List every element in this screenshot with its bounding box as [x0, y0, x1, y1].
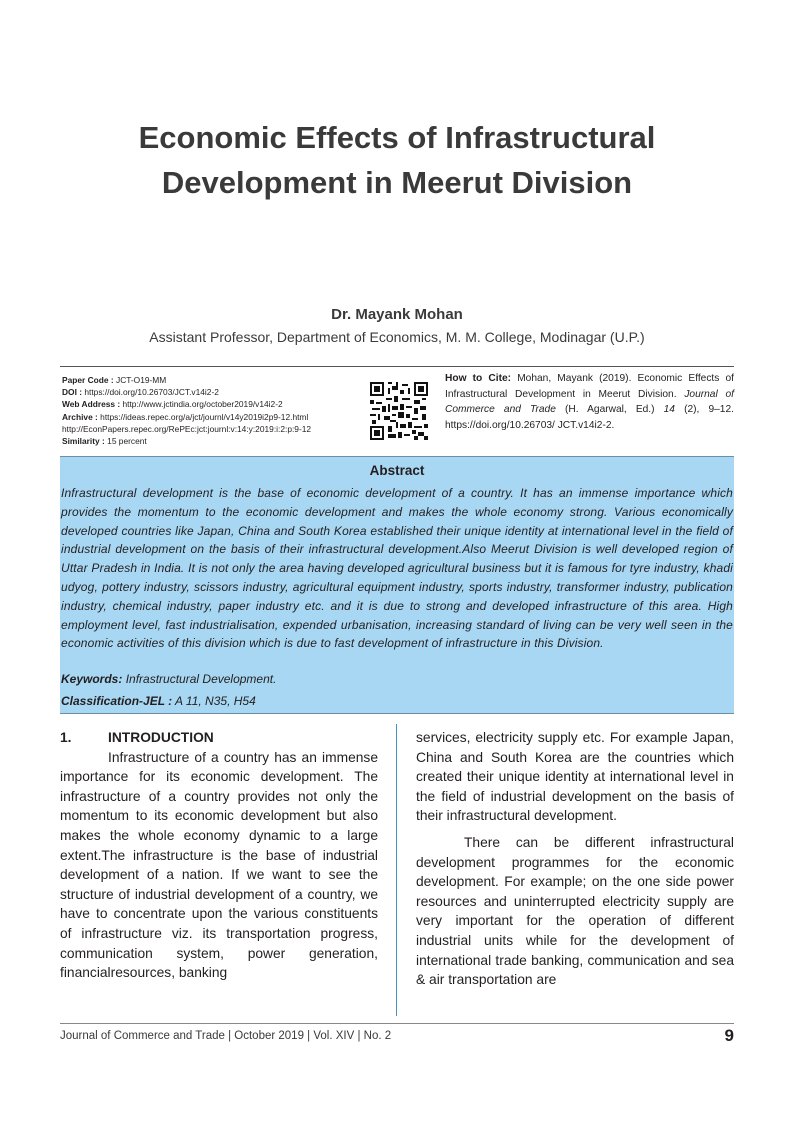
- author-affiliation: Assistant Professor, Department of Economics, M. M. College, Modinagar (U.P.): [149, 329, 645, 345]
- title-line-1: Economic Effects of Infrastructural: [138, 120, 656, 155]
- page-number: 9: [724, 1026, 734, 1045]
- web-address-line: [62, 398, 362, 410]
- similarity-label: Similarity :: [62, 436, 105, 447]
- abstract-box: [60, 456, 734, 714]
- right-column: [416, 728, 734, 990]
- web-address-link[interactable]: http://www.jctindia.org/october2019/v14i2-2: [122, 399, 283, 410]
- abstract-body: Infrastructural development is the base of economic development of a country. It has an immense importance which provides the momentum to the economic development and makes the whole economy strong. Various economically developed countries like Japan, China and South Korea established their unique identity at international level in the field of industrial development on the basis of their infrastructural development.Also Meerut Division is well developed region of Uttar Pradesh in India. It is not only the area having developed agricultural business but it is famous for tyre industry, khadi udyog, pottery industry, scissors industry, agricultural equipment industry, sports industry, transformer industry, publication industry, chemical industry, paper industry etc. and it is due to strong and developed infrastructure of this area. High employment level, fast industrialisation, expended urbanisation, increasing standard of living can be very well seen in the economic activities of this division which is due to fast development of infrastructure in this Division.: [61, 486, 733, 651]
- cite-editor: (H. Agarwal, Ed.): [564, 404, 655, 416]
- archive-link[interactable]: https://ideas.repec.org/a/jct/journl/v14y2019i2p9-12.html: [100, 411, 309, 422]
- paper-code-line: [62, 374, 362, 386]
- header-divider: [60, 366, 734, 367]
- section-heading: [60, 728, 378, 748]
- journal-footer: Journal of Commerce and Trade | October 2019 | Vol. XIV | No. 2: [60, 1030, 392, 1042]
- section-number: 1.: [60, 730, 72, 745]
- keywords-label: Keywords:: [61, 672, 123, 686]
- cite-text: Mohan, Mayank (2019). Economic Effects of Infrastructural Development in Meerut Division.: [445, 373, 734, 400]
- footer-divider: [60, 1023, 734, 1024]
- doi-link[interactable]: https://doi.org/10.26703/JCT.v14i2-2: [84, 387, 219, 398]
- cite-journal: Journal of Commerce and Trade: [445, 388, 734, 416]
- keywords-value: Infrastructural Development.: [125, 672, 277, 686]
- jel-line: [61, 694, 733, 708]
- abstract-title: Abstract: [369, 463, 425, 478]
- keywords-line: [61, 672, 733, 686]
- paper-code-value: JCT-O19-MM: [116, 375, 167, 385]
- doi-label: DOI :: [62, 387, 83, 398]
- cite-pages-doi: (2), 9–12. https://doi.org/10.26703/ JCT.v14i2-2.: [445, 404, 734, 431]
- section-title: INTRODUCTION: [108, 730, 214, 745]
- intro-paragraph-1: Infrastructure of a country has an immense importance for its economic development. The infrastructure of a country provides not only the momentum to its economic development but also makes the whole economy dynamic to a large extent.The infrastructure is the base of industrial development of a nation. If we want to see the structure of industrial development of a country, we have to concentrate upon the various constituents of infrastructure viz. its transportation progress, communication system, power generation, financialresources, banking: [60, 749, 378, 981]
- qr-code-icon: [370, 382, 428, 440]
- intro-paragraph-1-continued: services, electricity supply etc. For example Japan, China and South Korea are the countries which created their unique identity at international level in the field of industrial development on the basis of their infrastructural development.: [416, 730, 734, 824]
- web-address-label: Web Address :: [62, 399, 121, 410]
- archive-line: [62, 411, 362, 423]
- cite-label: How to Cite:: [445, 373, 512, 384]
- archive-line-2: [62, 423, 362, 435]
- econpapers-link[interactable]: http://EconPapers.repec.org/RePEc:jct:journl:v:14:y:2019:i:2:p:9-12: [62, 423, 312, 434]
- left-column: [60, 728, 378, 983]
- archive-label: Archive :: [62, 411, 98, 422]
- author-name: Dr. Mayank Mohan: [331, 306, 463, 323]
- jel-value: A 11, N35, H54: [175, 694, 256, 708]
- intro-paragraph-2: There can be different infrastructural development programmes for the economic development. For example; on the one side power resources and uninterrupted electricity supply are very important for the operation of different industrial units while for the development of international trade banking, communication and sea & air transportation are: [416, 834, 734, 988]
- paper-title: [60, 115, 734, 205]
- paper-metadata: [62, 374, 362, 447]
- jel-label: Classification-JEL :: [61, 694, 173, 708]
- cite-volume: 14: [663, 404, 675, 416]
- how-to-cite: [445, 371, 734, 433]
- title-line-2: Development in Meerut Division: [161, 165, 633, 200]
- column-divider: [396, 724, 397, 1016]
- doi-line: [62, 386, 362, 398]
- similarity-value: 15 percent: [107, 436, 147, 447]
- paper-code-label: Paper Code :: [62, 375, 114, 385]
- similarity-line: [62, 435, 362, 447]
